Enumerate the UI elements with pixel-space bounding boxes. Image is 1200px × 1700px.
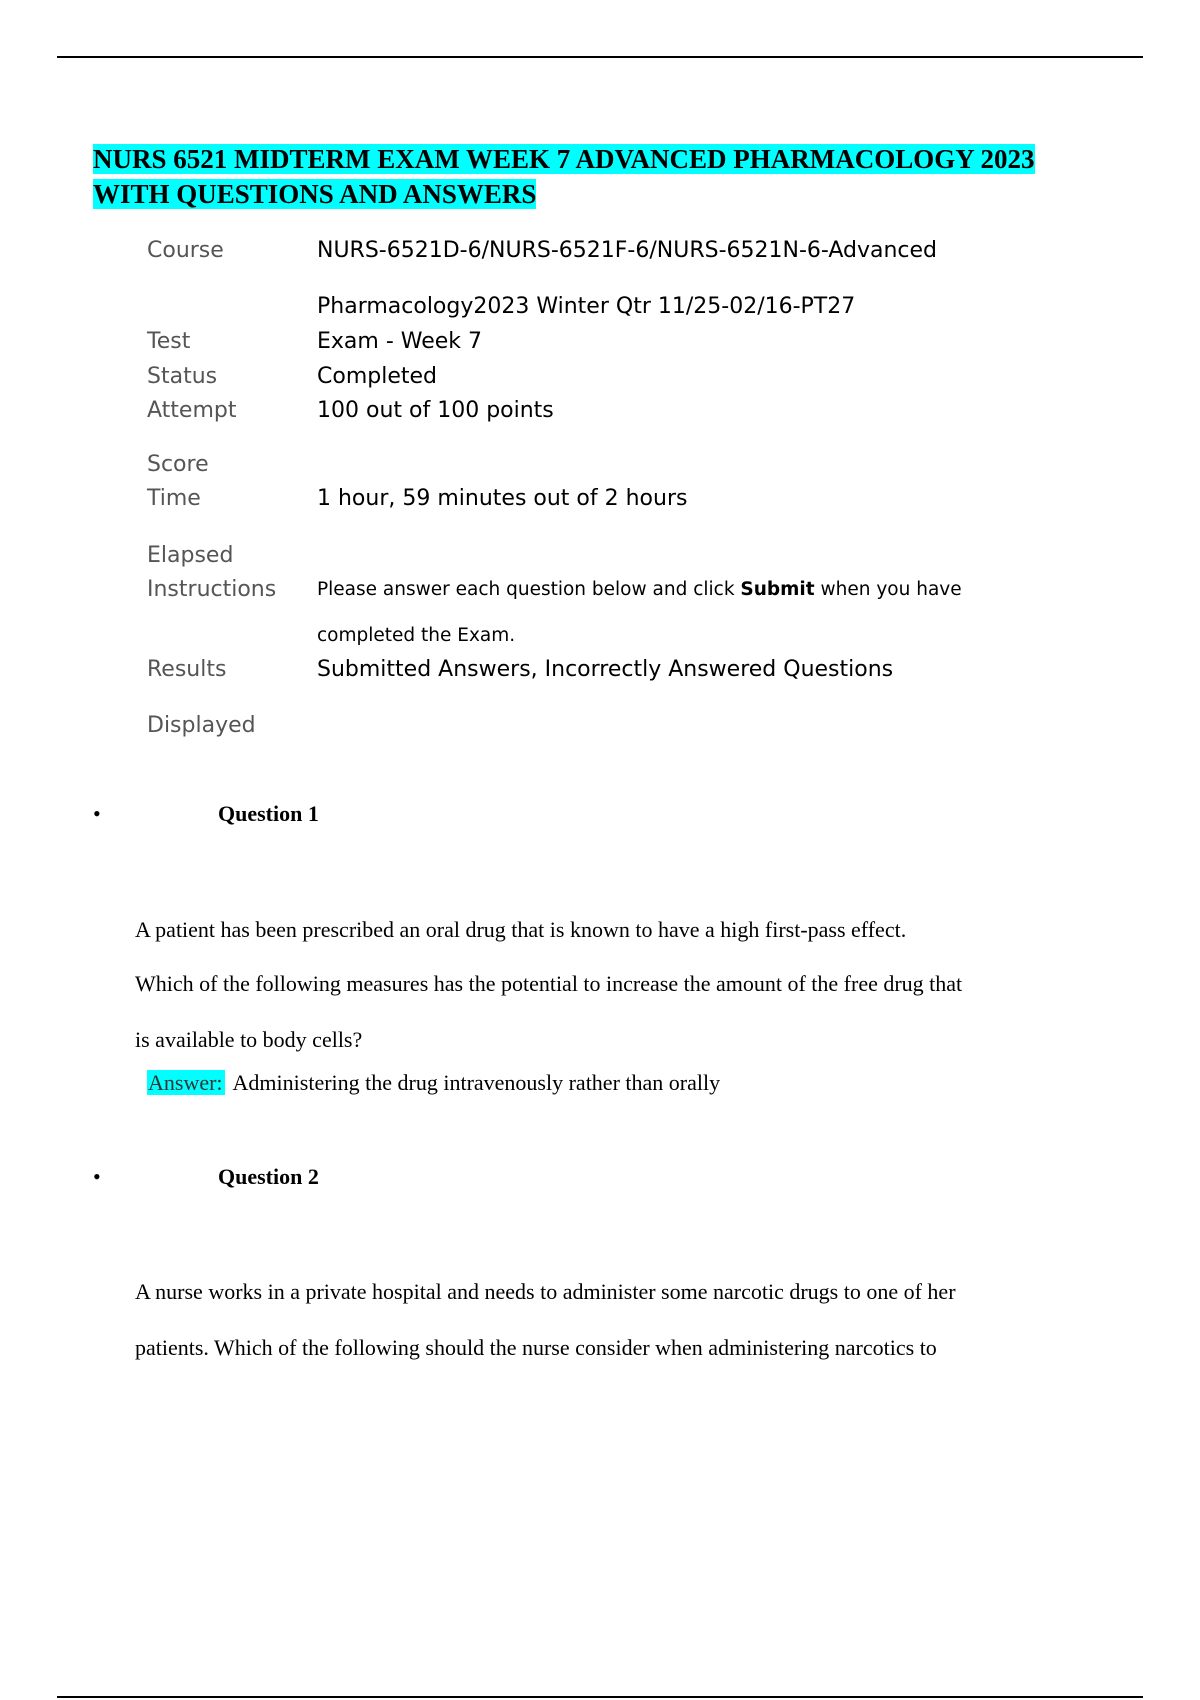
- test-label: Test: [147, 329, 191, 354]
- course-value-line-1: NURS-6521D-6/NURS-6521F-6/NURS-6521N-6-Advanced: [317, 238, 938, 263]
- time-value: 1 hour, 59 minutes out of 2 hours: [317, 486, 688, 511]
- question-2-bullet: •: [93, 1164, 101, 1189]
- attempt-value: 100 out of 100 points: [317, 398, 554, 423]
- score-label: Score: [147, 452, 209, 477]
- results-value: Submitted Answers, Incorrectly Answered Questions: [317, 657, 894, 682]
- status-label: Status: [147, 364, 218, 389]
- document-title-line-1: NURS 6521 MIDTERM EXAM WEEK 7 ADVANCED PHARMACOLOGY 2023: [93, 144, 1035, 174]
- question-1-answer: [147, 1069, 720, 1097]
- question-1-text-line-1: A patient has been prescribed an oral drug that is known to have a high first-pass effect.: [135, 917, 907, 942]
- question-2-text-line-1: A nurse works in a private hospital and needs to administer some narcotic drugs to one of her: [135, 1279, 956, 1304]
- instructions-text-after: when you have: [814, 579, 962, 600]
- question-1-answer-text: Administering the drug intravenously rather than orally: [232, 1070, 721, 1095]
- time-label: Time: [147, 486, 201, 511]
- answer-label-highlight: Answer:: [148, 1070, 223, 1095]
- instructions-label: Instructions: [147, 577, 277, 602]
- question-1-text-line-3: is available to body cells?: [135, 1027, 363, 1052]
- displayed-label: Displayed: [147, 713, 256, 738]
- elapsed-label: Elapsed: [147, 543, 234, 568]
- question-1-label: Question 1: [218, 801, 319, 826]
- question-1-bullet: •: [93, 801, 101, 826]
- results-label: Results: [147, 657, 227, 682]
- attempt-label: Attempt: [147, 398, 237, 423]
- document-title: [93, 142, 1103, 212]
- bottom-rule: [57, 1696, 1143, 1698]
- course-value-line-2: Pharmacology2023 Winter Qtr 11/25-02/16-PT27: [317, 294, 856, 319]
- instructions-text-before: Please answer each question below and click: [317, 579, 741, 600]
- test-value: Exam - Week 7: [317, 329, 483, 354]
- course-label: Course: [147, 238, 224, 263]
- question-2-label: Question 2: [218, 1164, 319, 1189]
- question-1-text-line-2: Which of the following measures has the potential to increase the amount of the free drug that: [135, 971, 963, 996]
- top-rule: [57, 56, 1143, 58]
- document-title-line-2: WITH QUESTIONS AND ANSWERS: [93, 179, 537, 209]
- status-value: Completed: [317, 364, 437, 389]
- instructions-value-line-1: [317, 575, 962, 605]
- instructions-value-line-2: completed the Exam.: [317, 625, 516, 646]
- question-2-text-line-2: patients. Which of the following should the nurse consider when administering narcotics to: [135, 1335, 937, 1360]
- instructions-submit-word: Submit: [740, 579, 815, 600]
